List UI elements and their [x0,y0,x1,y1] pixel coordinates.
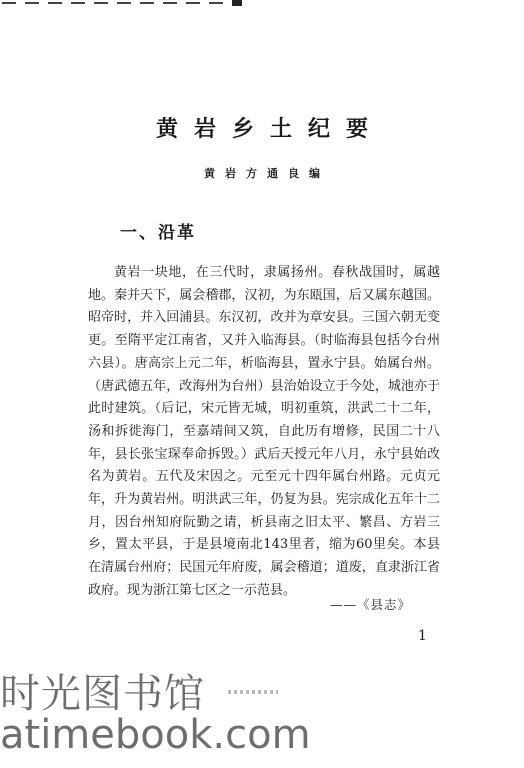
watermark-url: atimebook.com [0,712,311,758]
page-number: 1 [418,628,427,644]
scan-artifact [228,690,278,694]
document-title: 黄岩乡土纪要 [155,116,384,142]
body-paragraph: 黄岩一块地，在三代时，隶属扬州。春秋战国时，属越地。秦并天下，属会稽郡，汉初，为东瓯国，后又属东越国。昭帝时，并入回浦县。东汉初，改并为章安县。三国六朝无变更。至隋平定江南省，又并入临海县。（时临海县包括今台州六县）。唐高宗上元二年，析临海县，置永宁县。始属台州。（唐武德五年，改海州为台州）县治始设立于今处，城池亦于此时建筑。（后记，宋元皆无城，明初重筑，洪武二十二年，汤和拆徙海门，至嘉靖间又筑，自此历有增修，民国二十八年，县长张宝琛奉命拆毁。）武后天授元年八月，永宁县始改名为黄岩。五代及宋因之。元至元十四年属台州路。元贞元年，升为黄岩州。明洪武三年，仍复为县。宪宗成化五年十二月，因台州知府阮勤之请，析县南之旧太平、繁昌、方岩三乡，置太平县，于是县境南北143里者，缩为60里矣。本县在清属台州府；民国元年府废，属会稽道；道废，直隶浙江省政府。现为浙江第七区之一示范县。 [88,265,440,598]
section-heading: 一、沿革 [120,223,196,243]
scan-top-border [0,0,242,6]
watermark-text: 时光图书馆 [0,671,205,717]
document-author: 黄岩方通良编 [204,167,330,180]
source-citation: ——《县志》 [330,597,412,612]
